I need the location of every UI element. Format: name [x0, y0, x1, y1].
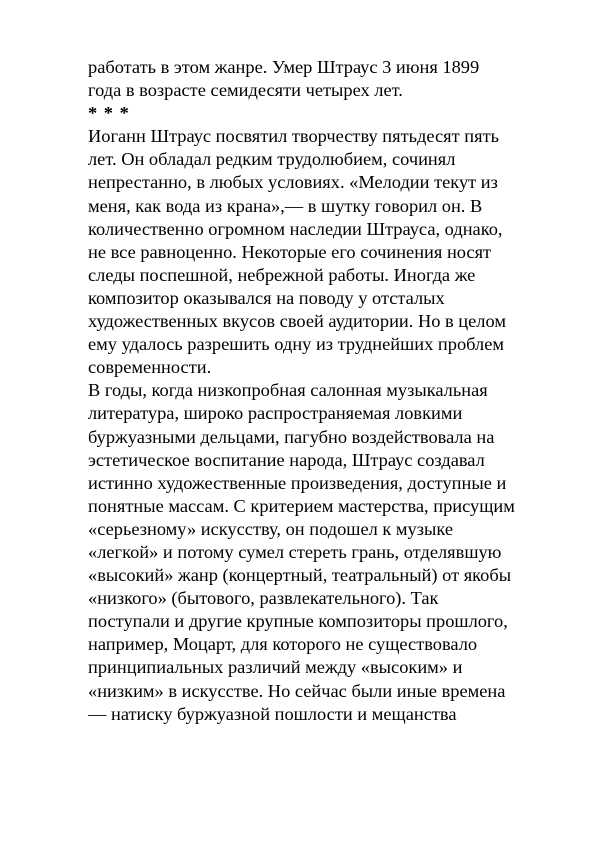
text-line: количественно огромном наследии Штрауса, однако, [88, 218, 503, 239]
text-line: года в возрасте семидесяти четырех лет. [88, 80, 403, 101]
text-line: работать в этом жанре. Умер Штраус 3 июня 1899 [88, 57, 480, 77]
text-line: буржуазными дельцами, пагубно воздействовала на [88, 426, 495, 447]
text-line: ему удалось разрешить одну из труднейших проблем [88, 334, 505, 355]
text-line: следы поспешной, небрежной работы. Иногда же [88, 264, 476, 285]
text-line: непрестанно, в любых условиях. «Мелодии текут из [88, 172, 498, 193]
text-line: художественных вкусов своей аудитории. Но в целом [88, 311, 506, 332]
text-line: композитор оказывался на поводу у отсталых [88, 287, 445, 308]
text-line: истинно художественные произведения, доступные и [88, 472, 507, 493]
text-line: В годы, когда низкопробная салонная музыкальная [88, 380, 488, 401]
text-line: понятные массам. С критерием мастерства, присущим [88, 495, 515, 516]
text-line: «низким» в искусстве. Но сейчас были иные времена [88, 680, 506, 701]
text-line: принципиальных различий между «высоким» и [88, 657, 463, 678]
text-line: например, Моцарт, для которого не существовало [88, 634, 478, 655]
text-line: «высокий» жанр (концертный, театральный) от якобы [88, 565, 512, 586]
text-line: литература, широко распространяемая ловкими [88, 403, 463, 424]
text-line: — натиску буржуазной пошлости и мещанства [88, 703, 457, 724]
text-line: эстетическое воспитание народа, Штраус создавал [88, 449, 485, 470]
text-line: «низкого» (бытового, развлекательного). Так [88, 588, 439, 609]
text-line: поступали и другие крупные композиторы прошлого, [88, 611, 508, 632]
body-text [88, 56, 558, 726]
text-line: «серьезному» искусству, он подошел к музыке [88, 518, 454, 539]
text-line: Иоганн Штраус посвятил творчеству пятьдесят пять [88, 126, 499, 147]
text-line: не все равноценно. Некоторые его сочинения носят [88, 241, 492, 262]
text-line: «легкой» и потому сумел стереть грань, отделявшую [88, 541, 502, 562]
section-separator: * * * [88, 103, 130, 124]
text-line: меня, как вода из крана»,— в шутку говорил он. В [88, 195, 483, 216]
text-line: лет. Он обладал редким трудолюбием, сочинял [88, 149, 456, 170]
text-line: современности. [88, 357, 212, 378]
